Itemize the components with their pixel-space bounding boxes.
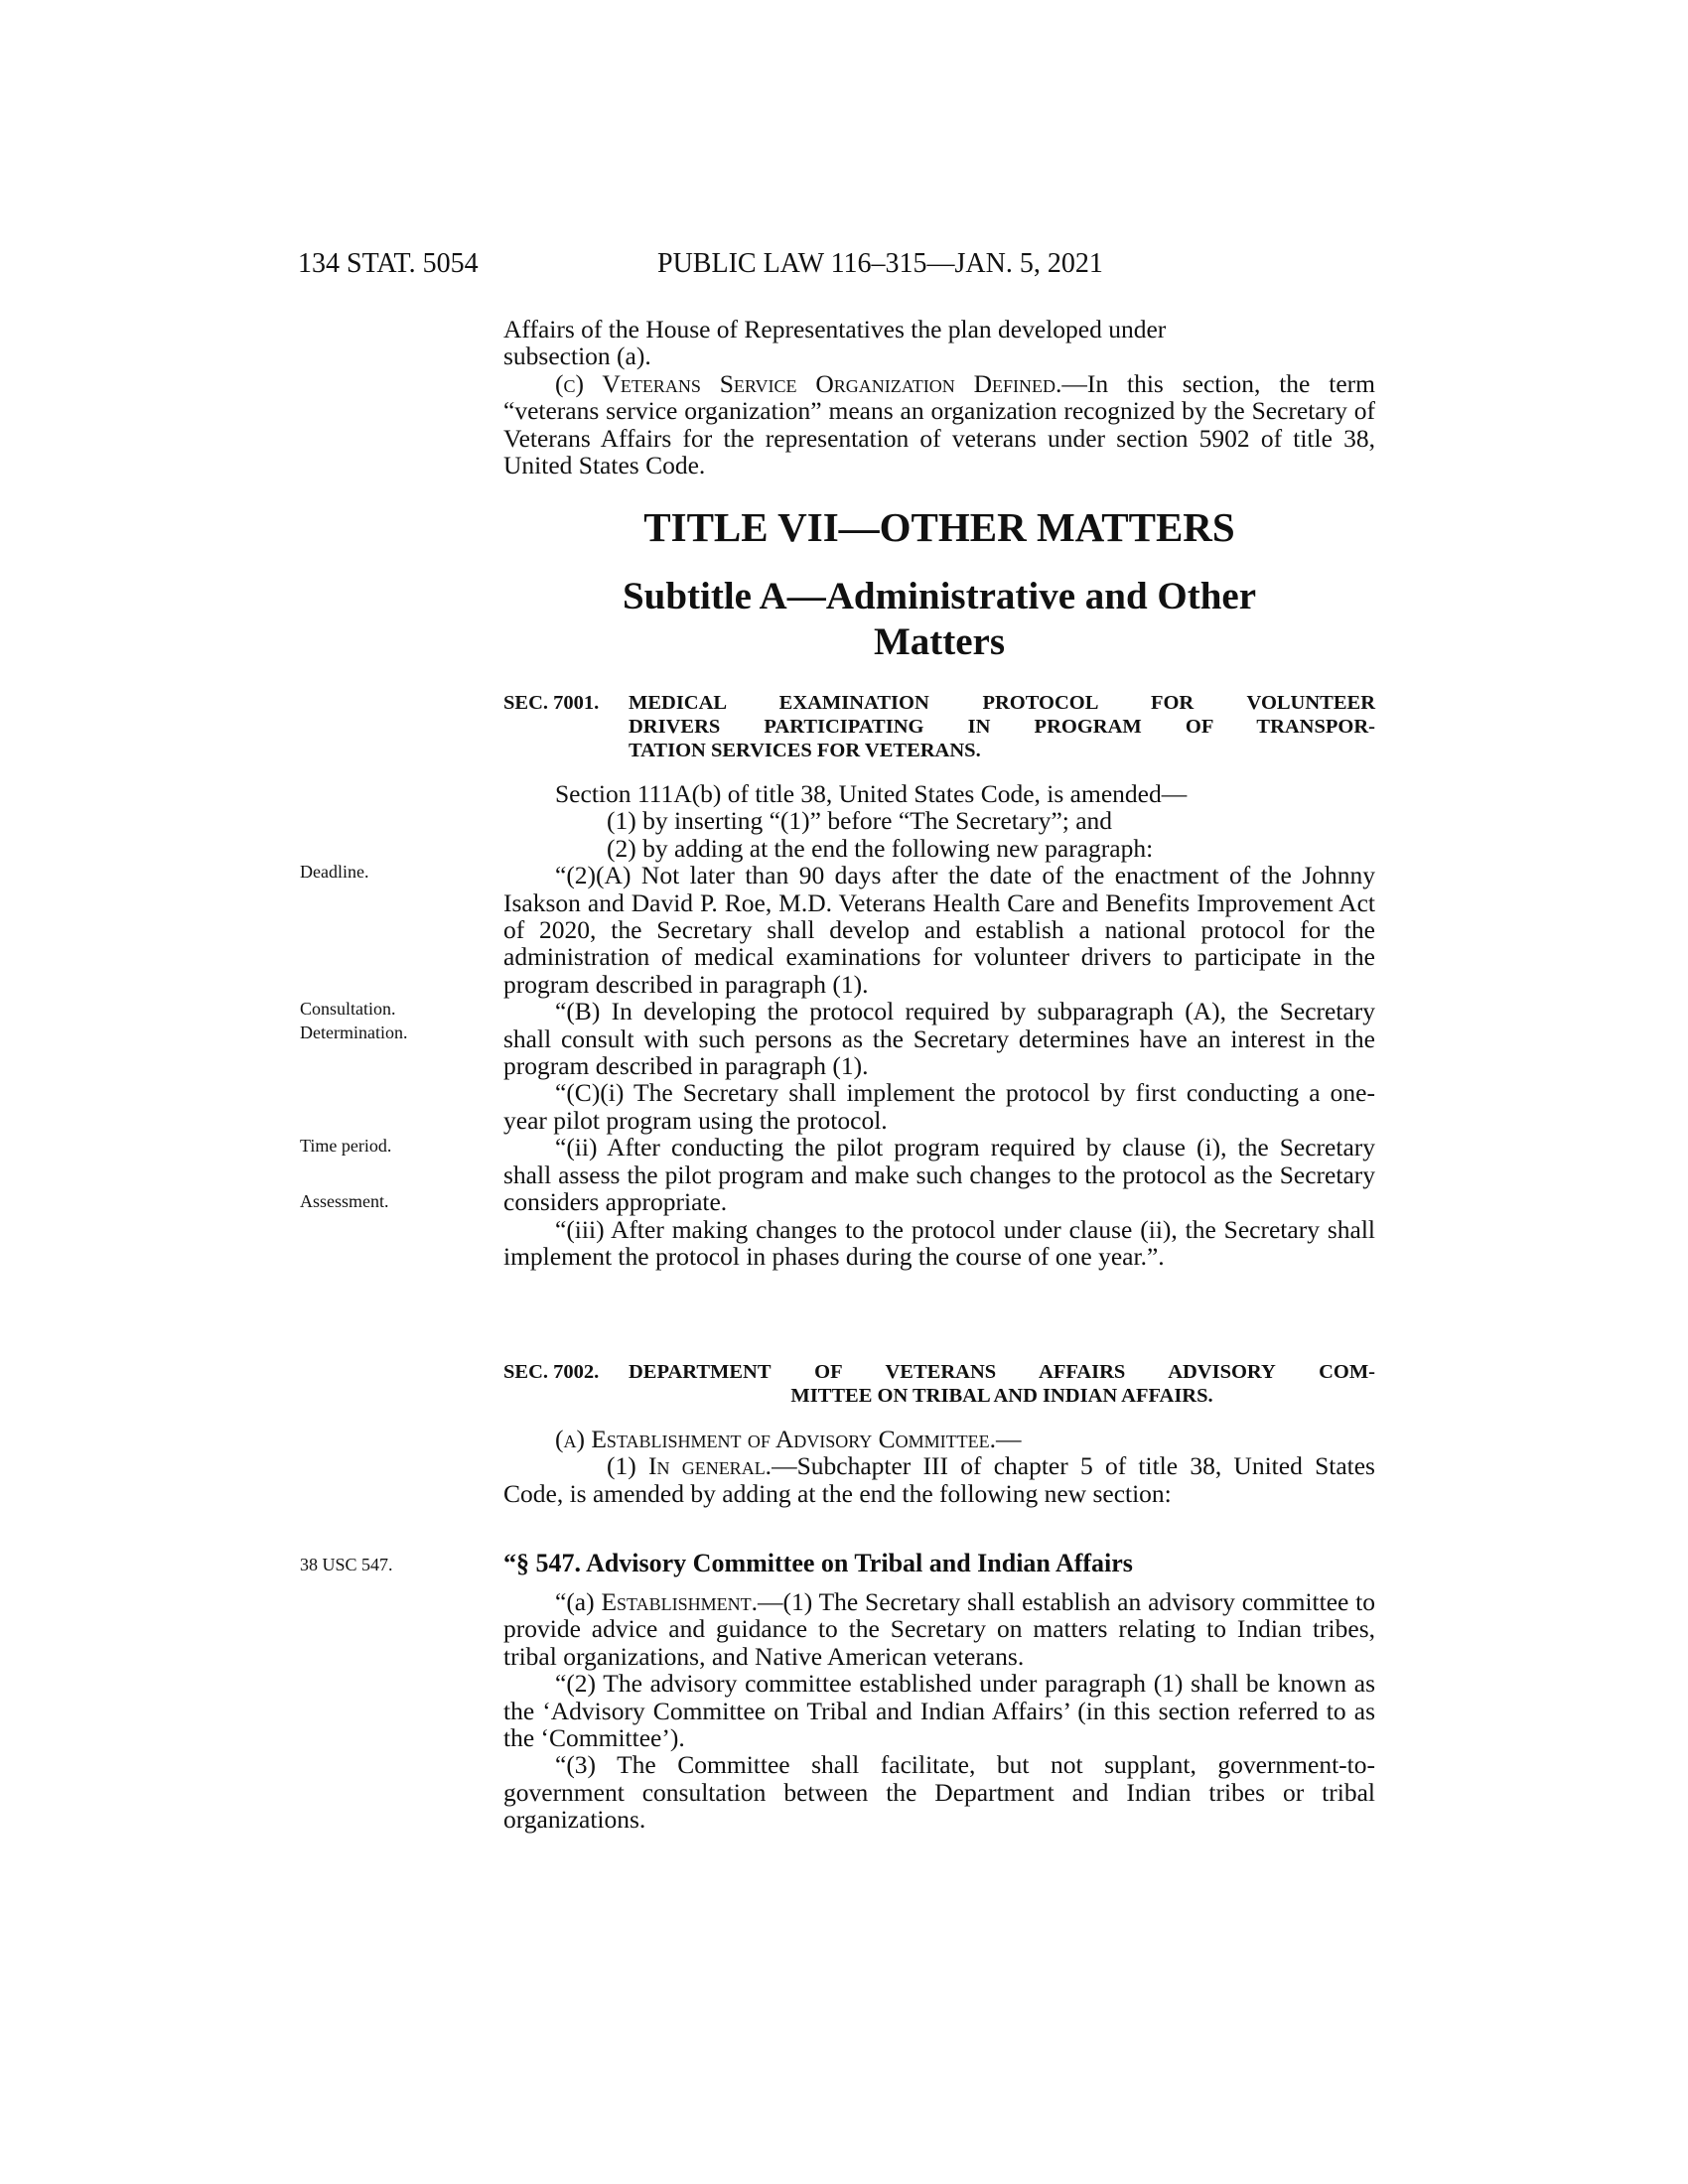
clause-iii: “(iii) After making changes to the protocol under clause (ii), the Secretary shall implement the protocol in phases during the course of one year.”. [503,1214,1375,1271]
section-7001-para-2: (2) by adding at the end the following new paragraph: [607,833,1154,863]
section-7001-number: SEC. 7001. [503,692,600,714]
margin-note-usc: 38 USC 547. [300,1555,393,1574]
public-law-citation: PUBLIC LAW 116–315—JAN. 5, 2021 [657,248,1103,279]
subparagraph-B: “(B) In developing the protocol required by subparagraph (A), the Secretary shall consult with such persons as the Secretary determines have an interest in the program described in paragraph (1). [503,997,1375,1081]
margin-note-consultation: Consultation. [300,999,396,1019]
section-7002-heading [503,1360,1375,1408]
section-7002-body [503,1426,1375,1507]
margin-note-time-period: Time period. [300,1136,392,1156]
margin-note-deadline: Deadline. [300,862,369,882]
section-7002-number: SEC. 7002. [503,1361,600,1383]
section-7001-intro: Section 111A(b) of title 38, United States Code, is amended— [555,779,1188,808]
section-547-heading: “§ 547. Advisory Committee on Tribal and Indian Affairs [503,1549,1133,1577]
section-7002-title-line-1: DEPARTMENT OF VETERANS AFFAIRS ADVISORY COM- [629,1361,1375,1383]
subparagraph-C-i: “(C)(i) The Secretary shall implement the protocol by first conducting a one-year pilot program using the protocol. [503,1078,1375,1135]
page-header [0,248,1688,288]
subsection-c [503,370,1375,479]
subtitle-line-1: Subtitle A—Administrative and Other [622,575,1257,617]
section-7001-heading [503,691,1375,762]
section-7001-title [629,691,1375,762]
in-general-heading: (1) In general. [607,1451,773,1481]
subsection-c-heading: (c) Veterans Service Organization Defined. [555,368,1062,398]
continued-line-1: Affairs of the House of Representatives the plan developed under [503,315,1167,343]
section-547-body [503,1588,1375,1834]
establishment-text: —(1) The Secretary shall establish an advisory committee to provide advice and guidance to the Secretary on matters relating to Indian tribes, tribal organizations, and Native American veterans. [503,1587,1376,1671]
paragraph-1-in-general [503,1452,1375,1507]
paragraph-2A: “(2)(A) Not later than 90 days after the date of the enactment of the Johnny Isakson and David P. Roe, M.D. Veterans Health Care and Benefits Improvement Act of 2020, the Secretary shall develop and establish a national protocol for the administration of medical examinations for volunteer drivers to participate in the program described in paragraph (1). [503,861,1375,999]
continued-section [503,316,1375,478]
subtitle-heading [503,574,1375,665]
continued-line-2: subsection (a). [503,341,651,371]
section-7001-body [503,780,1375,1270]
section-7002-title [629,1360,1375,1408]
section-7001-title-line-2: DRIVERS PARTICIPATING IN PROGRAM OF TRANSPOR- [629,716,1375,738]
establishment-heading: Establishment. [601,1587,758,1616]
title-heading: TITLE VII—OTHER MATTERS [643,504,1235,550]
section-547-para-3: “(3) The Committee shall facilitate, but not supplant, government-to-government consultation between the Department and Indian tribes or tribal organizations. [503,1750,1375,1835]
section-7001-para-1: (1) by inserting “(1)” before “The Secretary”; and [607,806,1113,836]
section-7001-title-line-3: TATION SERVICES FOR VETERANS. [629,740,981,761]
subsection-c-text: —In this section, the term “veterans service organization” means an organization recognized by the Secretary of Veterans Affairs for the representation of veterans under section 5902 of title 38, United States Code. [503,368,1375,480]
subtitle-line-2: Matters [873,620,1006,663]
section-7001-title-line-1: MEDICAL EXAMINATION PROTOCOL FOR VOLUNTEER [629,692,1375,714]
quote-open: “(a) [555,1587,602,1616]
section-7002-title-line-2: MITTEE ON TRIBAL AND INDIAN AFFAIRS. [790,1385,1213,1407]
section-547-para-2: “(2) The advisory committee established under paragraph (1) shall be known as the ‘Advisory Committee on Tribal and Indian Affairs’ (in this section referred to as the ‘Committee’). [503,1669,1375,1753]
subsection-a-heading: (a) Establishment of Advisory Committee.— [555,1425,1022,1453]
margin-note-assessment: Assessment. [300,1191,389,1211]
clause-ii: “(ii) After conducting the pilot program required by clause (i), the Secretary shall assess the pilot program and make such changes to the protocol as the Secretary considers appropriate. [503,1133,1375,1217]
statute-page-number: 134 STAT. 5054 [298,248,479,279]
section-547-subsection-a [503,1588,1375,1670]
in-general-text: —Subchapter III of chapter 5 of title 38, United States Code, is amended by adding at the end the following new section: [503,1451,1375,1508]
margin-note-determination: Determination. [300,1023,408,1042]
